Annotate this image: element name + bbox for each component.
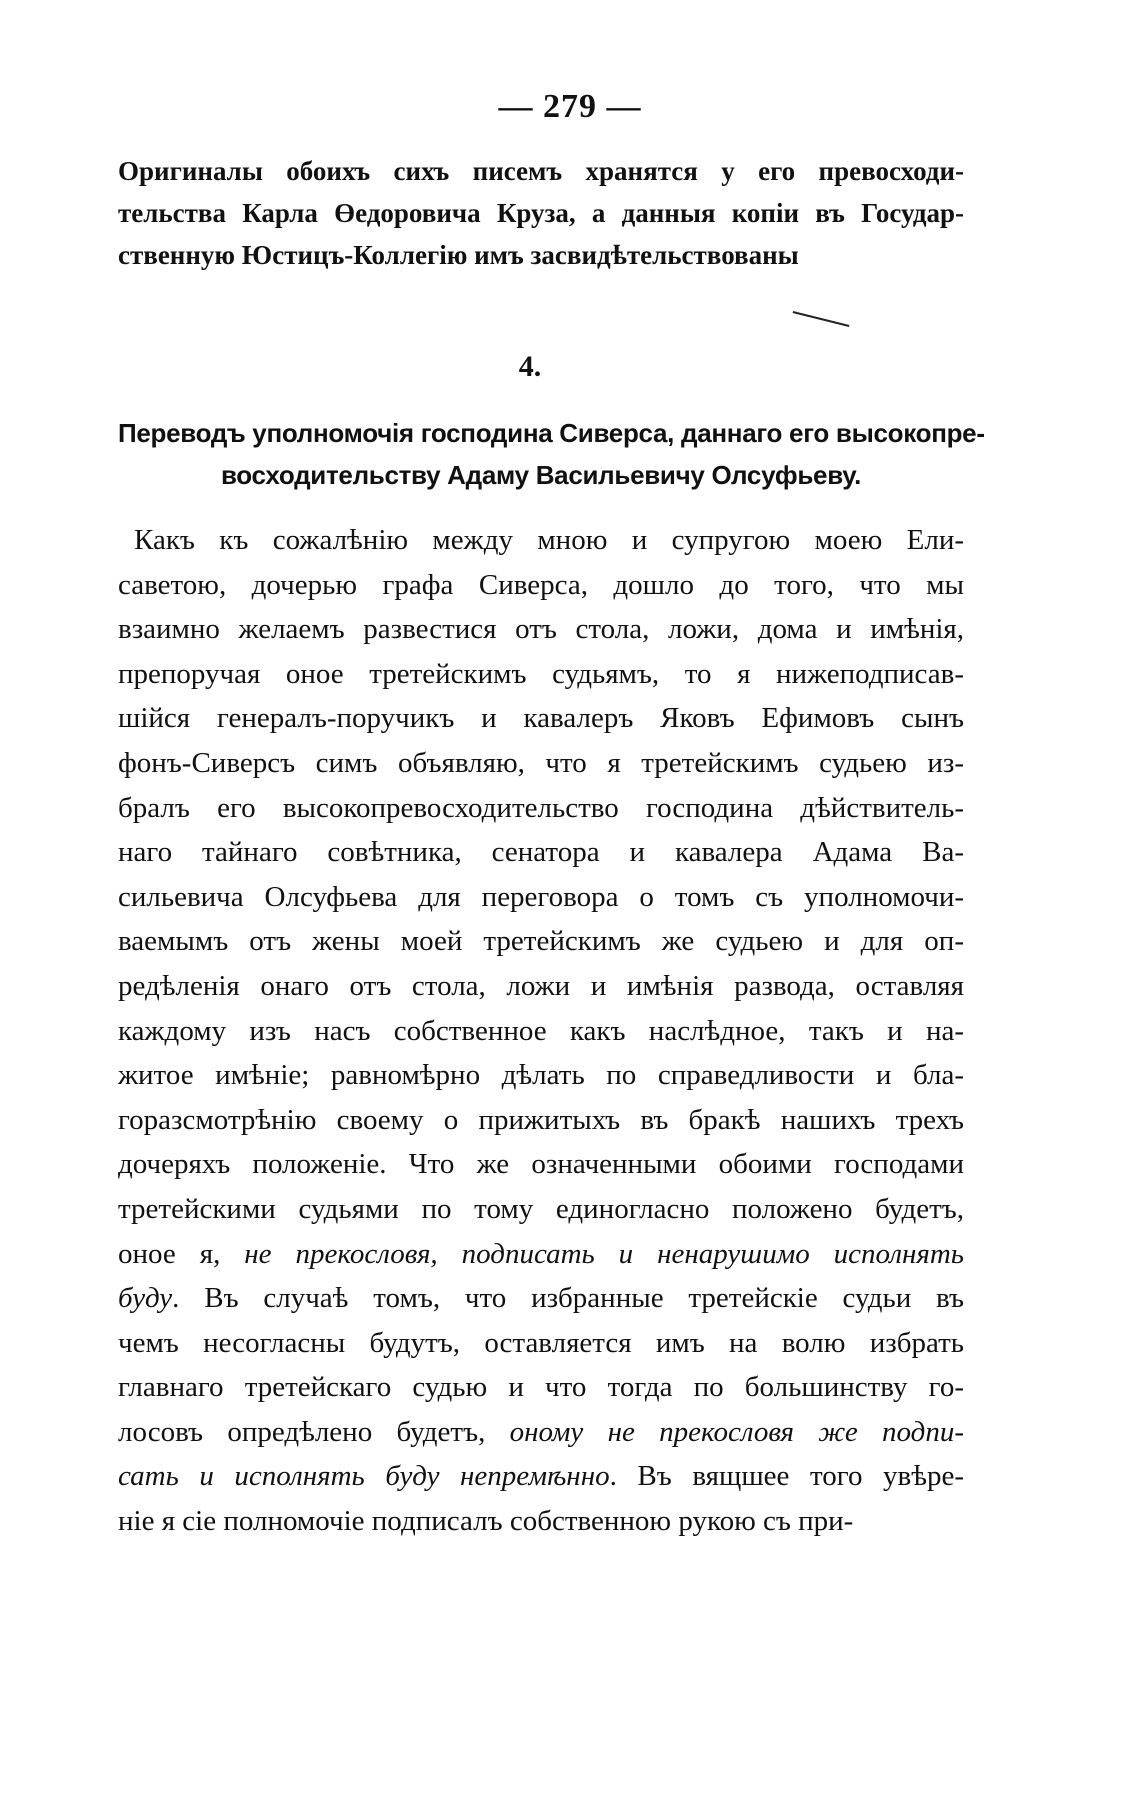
section-title-line: Переводъ уполномочія господина Сиверса, даннаго его высокопре- <box>118 418 985 448</box>
body-line: житое имѣніе; равномѣрно дѣлать по справедливости и бла- <box>118 1059 964 1092</box>
body-line: чемъ несогласны будутъ, оставляется имъ на волю избрать <box>118 1326 964 1359</box>
note-line: Оригиналы обоихъ сихъ писемъ хранятся у его превосходи- <box>118 156 964 186</box>
body-italic-run: сать и исполнять буду непремѣнно <box>118 1460 610 1493</box>
body-line: взаимно желаемъ развестися отъ стола, ложи, дома и имѣнія, <box>118 613 964 646</box>
section-title <box>118 412 985 496</box>
body-line <box>118 1454 964 1499</box>
body-line: Какъ къ сожалѣнію между мною и супругою моею Ели- <box>134 524 964 556</box>
body-line: каждому изъ насъ собственное какъ наслѣдное, такъ и на- <box>118 1014 964 1047</box>
body-text-run: оное я, <box>118 1237 245 1270</box>
body-italic-run: буду <box>118 1282 173 1315</box>
section-number: 4. <box>518 350 542 383</box>
section-title-line: восходительству Адаму Васильевичу Олсуфьеву. <box>220 460 862 490</box>
print-mark <box>793 311 850 327</box>
note-line: тельства Карла Өедоровича Круза, а данныя копіи въ Государ- <box>118 198 964 228</box>
body-text <box>118 518 964 1544</box>
body-line: наго тайнаго совѣтника, сенатора и кавалера Адама Ва- <box>118 836 964 869</box>
body-line: сильевича Олсуфьева для переговора о томъ съ уполномочи- <box>118 880 964 913</box>
body-line: горазсмотрѣнію своему о прижитыхъ въ бракѣ нашихъ трехъ <box>118 1103 964 1136</box>
body-line <box>118 1232 964 1277</box>
body-line: дочеряхъ положеніе. Что же означенными обоими господами <box>118 1148 964 1181</box>
body-line: ваемымъ отъ жены моей третейскимъ же судьею и для оп- <box>118 925 964 958</box>
body-line <box>118 1410 964 1455</box>
body-text-run: . Въ вящшее того увѣре- <box>609 1460 965 1493</box>
body-line: главнаго третейскаго судью и что тогда по большинству го- <box>118 1371 964 1404</box>
body-line: бралъ его высокопревосходительство господина дѣйствитель- <box>118 791 964 824</box>
body-text-run: лосовъ опредѣлено будетъ, <box>118 1415 510 1448</box>
body-line: шійся генералъ-поручикъ и кавалеръ Яковъ Ефимовъ сынъ <box>118 702 964 735</box>
note-line: ственную Юстицъ-Коллегію имъ засвидѣтельствованы <box>118 240 799 270</box>
body-italic-run: не прекословя, подписать и ненарушимо исполнять <box>244 1237 964 1270</box>
body-text-run: . Въ случаѣ томъ, что избранные третейскіе судьи въ <box>172 1282 964 1315</box>
body-line: саветою, дочерью графа Сиверса, дошло до того, что мы <box>118 568 964 601</box>
body-line: фонъ-Сиверсъ симъ объявляю, что я третейскимъ судьею из- <box>118 746 964 779</box>
body-line: редѣленія онаго отъ стола, ложи и имѣнія развода, оставляя <box>118 969 964 1002</box>
archive-note <box>118 150 964 276</box>
body-line: ніе я сіе полномочіе подписалъ собственною рукою съ при- <box>118 1505 854 1538</box>
body-line <box>118 1276 964 1321</box>
body-line: препоручая оное третейскимъ судьямъ, то я нижеподписав- <box>118 657 964 690</box>
page-number: — 279 — <box>498 88 642 125</box>
body-italic-run: оному не прекословя же подпи- <box>509 1415 965 1448</box>
body-line: третейскими судьями по тому единогласно положено будетъ, <box>118 1192 964 1225</box>
